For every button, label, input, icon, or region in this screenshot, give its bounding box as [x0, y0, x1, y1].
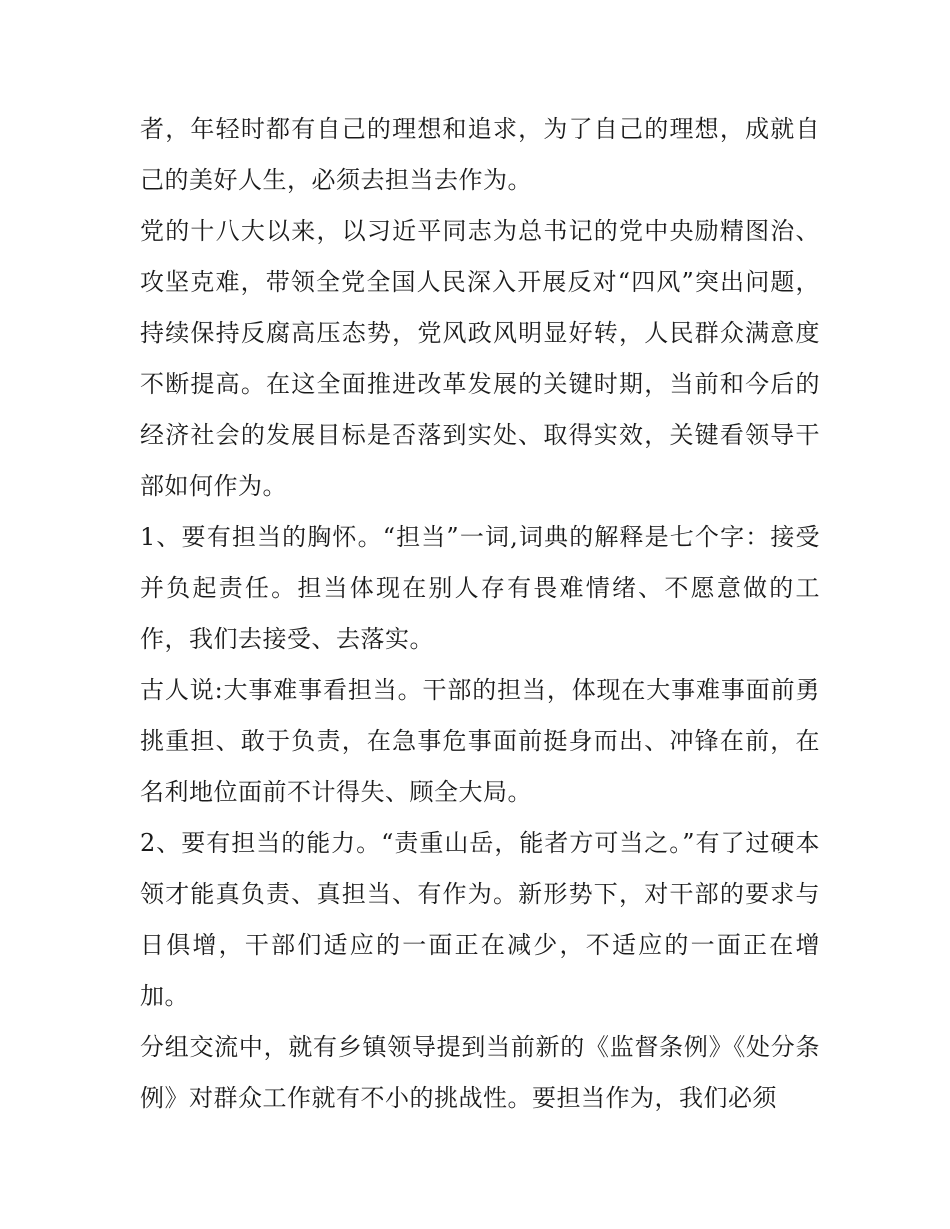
paragraph-party-congress: 党的十八大以来，以习近平同志为总书记的党中央励精图治、攻坚克难，带领全党全国人民深入开展反对“四风”突出问题，持续保持反腐高压态势，党风政风明显好转，人民群众满意度不断提高。在这全面推进改革发展的关键时期，当前和今后的经济社会的发展目标是否落到实处、取得实效，关键看领导干部如何作为。: [140, 217, 820, 500]
paragraph-continuation: 者，年轻时都有自己的理想和追求，为了自己的理想，成就自己的美好人生，必须去担当去作为。: [140, 115, 820, 194]
paragraph-point-2: 2、要有担当的能力。“责重山岳，能者方可当之。”有了过硬本领才能真负责、真担当、有作为。新形势下，对干部的要求与日俱增，干部们适应的一面正在减少，不适应的一面正在增加。: [140, 829, 820, 1010]
paragraph-group-discussion: 分组交流中，就有乡镇领导提到当前新的《监督条例》《处分条例》对群众工作就有不小的挑战性。要担当作为，我们必须: [140, 1033, 820, 1112]
paragraph-point-1: 1、要有担当的胸怀。“担当”一词,词典的解释是七个字：接受并负起责任。担当体现在别人存有畏难情绪、不愿意做的工作，我们去接受、去落实。: [140, 523, 820, 653]
document-body: [140, 104, 820, 1124]
paragraph-ancient-saying: 古人说:大事难事看担当。干部的担当，体现在大事难事面前勇挑重担、敢于负责，在急事危事面前挺身而出、冲锋在前，在名利地位面前不计得失、顾全大局。: [140, 676, 820, 806]
